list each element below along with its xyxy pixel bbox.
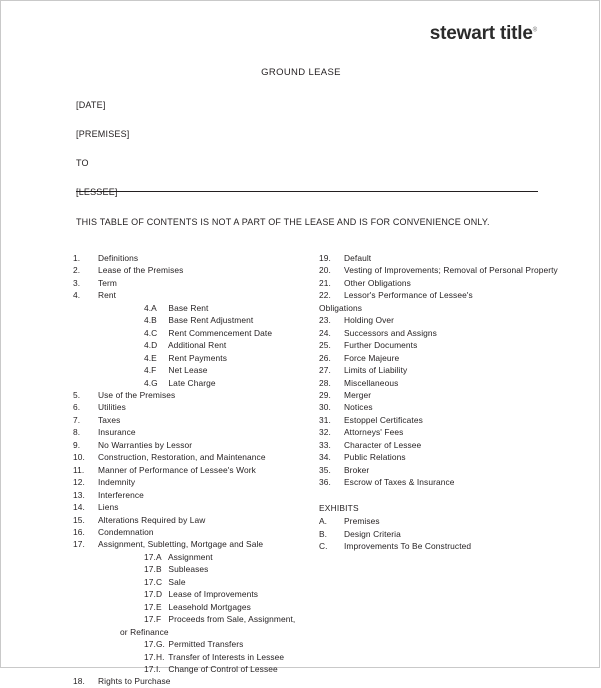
toc-item-number: 19. [319, 253, 331, 263]
toc-item[interactable] [73, 526, 323, 538]
toc-item[interactable] [319, 401, 563, 413]
toc-item-number: 13. [73, 489, 85, 500]
toc-item-text: Character of Lessee [344, 439, 422, 450]
toc-item-number: 25. [319, 340, 331, 351]
page-title: GROUND LEASE [261, 67, 341, 78]
toc-item[interactable] [319, 414, 563, 426]
toc-subitem-label: 17.B [144, 564, 162, 575]
toc-subitem-text: Subleases [166, 564, 209, 575]
toc-item[interactable] [73, 289, 323, 301]
toc-item[interactable] [73, 489, 323, 501]
toc-item-text: Lessor's Performance of Lessee's Obligations [344, 289, 563, 314]
toc-item-number: 35. [319, 464, 331, 475]
toc-subitem-text: Lease of Improvements [166, 589, 259, 600]
toc-item-text: Holding Over [344, 315, 395, 326]
toc-item-number: 1. [73, 253, 81, 263]
toc-item-text: Limits of Liability [344, 365, 408, 376]
toc-subitem-label: 4.D [144, 340, 158, 351]
toc-item[interactable] [73, 538, 323, 550]
toc-item-text: Miscellaneous [344, 377, 399, 388]
toc-item-number: 24. [319, 327, 331, 338]
exhibit-item[interactable] [319, 540, 563, 552]
toc-item-number: 27. [319, 365, 331, 376]
toc-subitem[interactable] [144, 339, 323, 351]
exhibit-item[interactable] [319, 528, 563, 540]
toc-item-text: Condemnation [98, 526, 154, 537]
toc-item[interactable] [319, 339, 563, 351]
toc-item-number: 7. [73, 414, 81, 425]
toc-subitem-label: 4.A [144, 302, 157, 313]
toc-item-text: Further Documents [344, 340, 418, 351]
toc-item-number: 15. [73, 514, 85, 525]
horizontal-divider [76, 191, 538, 192]
toc-item[interactable] [319, 389, 563, 401]
toc-item[interactable] [73, 264, 323, 276]
toc-item-wrap-text: Obligations [319, 302, 362, 313]
toc-item-number: 10. [73, 452, 85, 463]
toc-item[interactable] [319, 364, 563, 376]
toc-item-text: Public Relations [344, 452, 406, 463]
toc-subitem[interactable] [144, 651, 323, 663]
toc-item-text: Successors and Assigns [344, 327, 437, 338]
toc-item-number: 26. [319, 352, 331, 363]
exhibit-item[interactable] [319, 515, 563, 527]
exhibit-item-letter: C. [319, 540, 328, 551]
toc-item-number: 30. [319, 402, 331, 413]
toc-item-text: Rights to Purchase [98, 676, 171, 687]
toc-item-text: Term [98, 277, 118, 288]
trademark-icon: ® [532, 27, 537, 34]
toc-item-text: No Warranties by Lessor [98, 439, 193, 450]
toc-item-text: Vesting of Improvements; Removal of Personal Property [344, 265, 558, 276]
party-line-date: [DATE] [76, 100, 106, 110]
toc-item[interactable] [73, 426, 323, 438]
toc-item-text: Manner of Performance of Lessee's Work [98, 464, 256, 475]
toc-subitem[interactable] [144, 327, 323, 339]
toc-subitem[interactable] [144, 588, 323, 600]
toc-subitem[interactable] [144, 601, 323, 613]
party-line-to: TO [76, 158, 89, 168]
toc-item-text: Interference [98, 489, 144, 500]
toc-item-number: 33. [319, 439, 331, 450]
toc-subitem-label: 4.F [144, 365, 157, 376]
toc-subitem[interactable] [144, 302, 323, 314]
toc-subitem[interactable] [144, 576, 323, 588]
toc-item[interactable] [73, 514, 323, 526]
toc-item[interactable] [319, 426, 563, 438]
table-of-contents-notice: THIS TABLE OF CONTENTS IS NOT A PART OF THE LEASE AND IS FOR CONVENIENCE ONLY. [76, 217, 490, 227]
toc-item[interactable] [73, 252, 323, 264]
toc-subitem-label: 17.C [144, 576, 163, 587]
toc-item-text: Escrow of Taxes & Insurance [344, 477, 455, 488]
toc-subitem-text: Transfer of Interests in Lessee [166, 651, 285, 662]
exhibit-item-text: Design Criteria [344, 528, 401, 539]
toc-item[interactable] [73, 414, 323, 426]
toc-item[interactable] [319, 352, 563, 364]
toc-item-text: Rent [98, 290, 117, 301]
toc-item-number: 34. [319, 452, 331, 463]
toc-item-text: Broker [344, 464, 370, 475]
toc-item-text: Construction, Restoration, and Maintenance [98, 452, 266, 463]
toc-item-text: Alterations Required by Law [98, 514, 206, 525]
toc-subitem-text: Base Rent [166, 302, 209, 313]
exhibit-item-letter: B. [319, 528, 328, 539]
toc-subitem[interactable] [144, 377, 323, 389]
toc-item[interactable] [319, 277, 563, 289]
toc-subitem-text: Permitted Transfers [166, 639, 244, 650]
party-block [76, 100, 538, 216]
toc-subitem[interactable] [144, 563, 323, 575]
toc-subitem[interactable] [144, 352, 323, 364]
toc-item[interactable] [319, 252, 563, 264]
toc-item-text: Default [344, 253, 372, 263]
toc-subitem[interactable] [144, 638, 323, 650]
toc-item-text: Liens [98, 502, 119, 513]
toc-subitem-label: 4.E [144, 352, 157, 363]
toc-item-number: 11. [73, 464, 85, 475]
toc-subitem-text: Additional Rent [166, 340, 227, 351]
toc-subitem[interactable] [144, 314, 323, 326]
toc-item[interactable] [73, 389, 323, 401]
toc-item-text: Notices [344, 402, 373, 413]
toc-item-text: Use of the Premises [98, 389, 176, 400]
toc-item-number: 9. [73, 439, 81, 450]
toc-subitem[interactable] [144, 364, 323, 376]
toc-item-number: 8. [73, 427, 81, 438]
exhibit-item-letter: A. [319, 516, 328, 527]
toc-item[interactable] [319, 464, 563, 476]
toc-subitem[interactable] [120, 613, 323, 638]
toc-item-text: Estoppel Certificates [344, 414, 423, 425]
toc-item[interactable] [73, 451, 323, 463]
toc-subitem-label: 4.B [144, 315, 157, 326]
toc-subitem-text: Late Charge [166, 377, 216, 388]
toc-item-text: Other Obligations [344, 277, 411, 288]
toc-item[interactable] [319, 377, 563, 389]
toc-item-number: 5. [73, 389, 81, 400]
toc-subitem-label: 17.G. [144, 639, 165, 650]
toc-item-number: 21. [319, 277, 331, 288]
toc-item-text: Merger [344, 389, 372, 400]
toc-item-number: 28. [319, 377, 331, 388]
toc-subitem-text: Net Lease [166, 365, 208, 376]
toc-item[interactable] [319, 439, 563, 451]
toc-item[interactable] [73, 464, 323, 476]
toc-subitem-label: 17.E [144, 601, 162, 612]
toc-subitem-label: 17.D [144, 589, 163, 600]
toc-item-text: Attorneys' Fees [344, 427, 404, 438]
toc-item-number: 22. [319, 290, 331, 301]
toc-item-number: 32. [319, 427, 331, 438]
toc-item-number: 17. [73, 539, 85, 550]
toc-item-number: 12. [73, 477, 85, 488]
toc-subitem-label: 4.G [144, 377, 158, 388]
toc-item[interactable] [319, 289, 563, 314]
toc-item-number: 20. [319, 265, 331, 276]
toc-subitem-text: Rent Commencement Date [166, 327, 273, 338]
toc-subitem-text: Rent Payments [166, 352, 227, 363]
toc-item-number: 18. [73, 676, 85, 687]
toc-right-column [319, 252, 563, 552]
exhibits-heading: EXHIBITS [319, 502, 359, 513]
table-of-contents [1, 252, 601, 687]
toc-subitem-text: Change of Control of Lessee [166, 663, 278, 674]
toc-subitem-text: Base Rent Adjustment [166, 315, 254, 326]
toc-item[interactable] [73, 501, 323, 513]
toc-subitem-text: Proceeds from Sale, Assignment, [166, 614, 296, 625]
toc-subitem-wrap-text: or Refinance [120, 626, 169, 637]
toc-item[interactable] [319, 264, 563, 276]
exhibit-item-text: Improvements To Be Constructed [344, 540, 472, 551]
toc-item-number: 4. [73, 290, 81, 301]
toc-subitem-label: 17.F [144, 614, 162, 625]
toc-item-text: Lease of the Premises [98, 265, 184, 276]
toc-item-number: 2. [73, 265, 81, 276]
toc-subitem-label: 17.H. [144, 651, 165, 662]
exhibit-item-text: Premises [344, 516, 380, 527]
party-line-lessee: [LESSEE] [76, 187, 118, 197]
toc-item-text: Force Majeure [344, 352, 400, 363]
toc-item-number: 29. [319, 389, 331, 400]
toc-item[interactable] [73, 277, 323, 289]
toc-item-text: Utilities [98, 402, 126, 413]
toc-item[interactable] [319, 476, 563, 488]
toc-item-text: Assignment, Subletting, Mortgage and Sale [98, 539, 264, 550]
toc-subitem-label: 17.I. [144, 663, 161, 674]
toc-subitem[interactable] [144, 663, 323, 675]
toc-item[interactable] [73, 439, 323, 451]
toc-item-number: 16. [73, 526, 85, 537]
toc-item[interactable] [319, 451, 563, 463]
toc-left-column [73, 252, 323, 688]
toc-item-text: Indemnity [98, 477, 136, 488]
toc-item-number: 3. [73, 277, 81, 288]
party-line-premises: [PREMISES] [76, 129, 130, 139]
toc-item-number: 31. [319, 414, 331, 425]
toc-item-number: 36. [319, 477, 331, 488]
toc-item-text: Definitions [98, 253, 139, 263]
toc-item[interactable] [73, 476, 323, 488]
toc-item-number: 6. [73, 402, 81, 413]
toc-item-text: Taxes [98, 414, 121, 425]
stewart-title-logo [430, 23, 537, 45]
toc-item[interactable] [73, 675, 323, 687]
toc-subitem-label: 4.C [144, 327, 158, 338]
toc-item-text: Insurance [98, 427, 136, 438]
toc-subitem-label: 17.A [144, 551, 162, 562]
toc-subitem-text: Leasehold Mortgages [166, 601, 251, 612]
toc-item-number: 14. [73, 502, 85, 513]
toc-subitem-text: Sale [166, 576, 186, 587]
logo-wordmark: stewart title [429, 23, 533, 44]
toc-item-number: 23. [319, 315, 331, 326]
toc-item[interactable] [73, 401, 323, 413]
toc-subitem[interactable] [144, 551, 323, 563]
toc-item[interactable] [319, 327, 563, 339]
toc-item[interactable] [319, 314, 563, 326]
toc-subitem-text: Assignment [166, 551, 213, 562]
